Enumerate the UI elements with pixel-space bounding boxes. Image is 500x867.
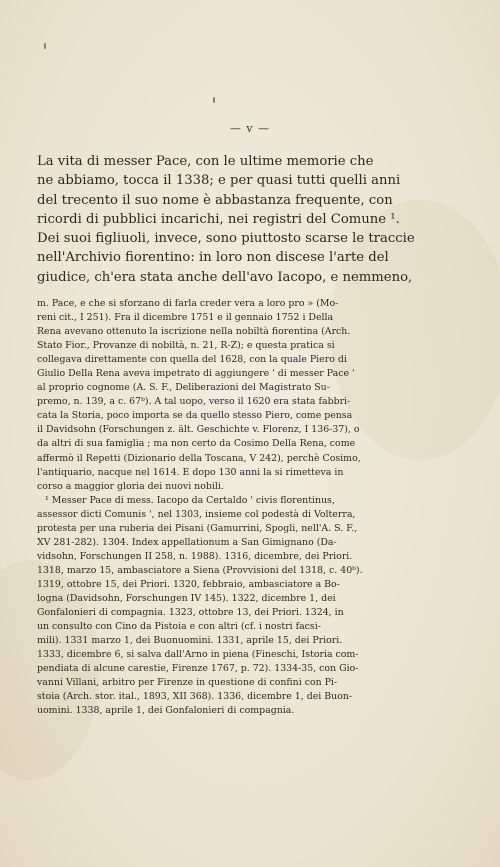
footnote-line: ¹ Messer Pace di mess. Iacopo da Certaldo ' civis florentinus, — [45, 494, 335, 506]
paper-speck — [213, 97, 215, 103]
footnote-line: il Davidsohn (Forschungen z. ält. Geschichte v. Florenz, I 136-37), o — [37, 424, 360, 436]
footnote-line: da altri di sua famiglia ; ma non certo da Cosimo Della Rena, come — [37, 438, 356, 450]
footnote-line: l'antiquario, nacque nel 1614. E dopo 130 anni la si rimetteva in — [37, 466, 344, 478]
main-text-line: nell'Archivio fiorentino: in loro non discese l'arte del — [37, 250, 389, 266]
footnote-line: cata la Storia, poco importa se da quello stesso Piero, come pensa — [37, 410, 353, 422]
footnote-line: assessor dicti Comunis ', nel 1303, insieme col podestà di Volterra, — [37, 508, 356, 520]
footnote-line: al proprio cognome (A. S. F., Deliberazioni del Magistrato Su- — [37, 382, 330, 394]
footnote-line: logna (Davidsohn, Forschungen IV 145). 1322, dicembre 1, dei — [37, 592, 336, 604]
page-number: — v — — [229, 122, 271, 135]
footnote-line: stoia (Arch. stor. ital., 1893, XII 368). 1336, dicembre 1, dei Buon- — [37, 691, 353, 703]
footnote-line: premo, n. 139, a c. 67ᵇ). A tal uopo, verso il 1620 era stata fabbri- — [37, 396, 351, 408]
footnote-line: mili). 1331 marzo 1, dei Buonuomini. 1331, aprile 15, dei Priori. — [37, 635, 343, 647]
main-text-line: Dei suoi figliuoli, invece, sono piuttosto scarse le traccie — [37, 231, 415, 247]
main-text-line: La vita di messer Pace, con le ultime memorie che — [37, 154, 374, 169]
footnote-line: 1333, dicembre 6, si salva dall'Arno in piena (Fineschi, Istoria com- — [37, 649, 359, 661]
footnote-line: uomini. 1338, aprile 1, dei Gonfalonieri di compagnia. — [37, 705, 295, 717]
main-text-line: ne abbiamo, tocca il 1338; e per quasi tutti quelli anni — [37, 173, 401, 189]
footnote-line: Stato Fior., Provanze di nobiltà, n. 21, R-Z); e questa pratica si — [37, 340, 335, 352]
main-text-line: del trecento il suo nome è abbastanza frequente, con — [37, 192, 393, 208]
paper-speck — [44, 43, 46, 49]
footnote-line: collegava direttamente con quella del 1628, con la quale Piero di — [37, 354, 347, 366]
footnote-line: XV 281-282). 1304. Index appellationum a San Gimignano (Da- — [37, 536, 337, 548]
main-text — [37, 152, 457, 287]
footnote-line: m. Pace, e che si sforzano di farla creder vera a loro pro » (Mo- — [37, 298, 339, 309]
footnote-line: pendiata di alcune carestie, Firenze 1767, p. 72). 1334-35, con Gio- — [37, 663, 359, 675]
footnote-line: 1319, ottobre 15, dei Priori. 1320, febbraio, ambasciatore a Bo- — [37, 578, 340, 590]
main-text-line: ricordi di pubblici incarichi, nei registri del Comune ¹. — [37, 211, 400, 227]
footnote-line: corso a maggior gloria dei nuovi nobili. — [37, 480, 224, 492]
main-text-line: giudice, ch'era stata anche dell'avo Iacopo, e nemmeno, — [37, 269, 413, 285]
footnote-line: Rena avevano ottenuto la iscrizione nella nobiltà fiorentina (Arch. — [37, 326, 351, 338]
footnotes — [37, 297, 457, 718]
footnote-line: reni cit., I 251). Fra il dicembre 1751 e il gennaio 1752 i Della — [37, 312, 334, 324]
footnote-line: affermò il Repetti (Dizionario della Toscana, V 242), perchè Cosimo, — [37, 452, 361, 464]
footnote-line: vidsohn, Forschungen II 258, n. 1988). 1316, dicembre, dei Priori. — [37, 550, 353, 562]
footnote-line: protesta per una ruberia dei Pisani (Gamurrini, Spogli, nell'A. S. F., — [37, 522, 358, 534]
footnote-line: Giulio Della Rena aveva impetrato di aggiungere ' di messer Pace ' — [37, 368, 355, 380]
footnote-line: Gonfalonieri di compagnia. 1323, ottobre 13, dei Priori. 1324, in — [37, 607, 344, 619]
footnote-line: 1318, marzo 15, ambasciatore a Siena (Provvisioni del 1318, c. 40ᵇ). — [37, 564, 363, 576]
footnote-line: un consulto con Cino da Pistoia e con altri (cf. i nostri facsi- — [37, 621, 321, 633]
footnote-line: vanni Villani, arbitro per Firenze in questione di confini con Pi- — [37, 677, 338, 689]
